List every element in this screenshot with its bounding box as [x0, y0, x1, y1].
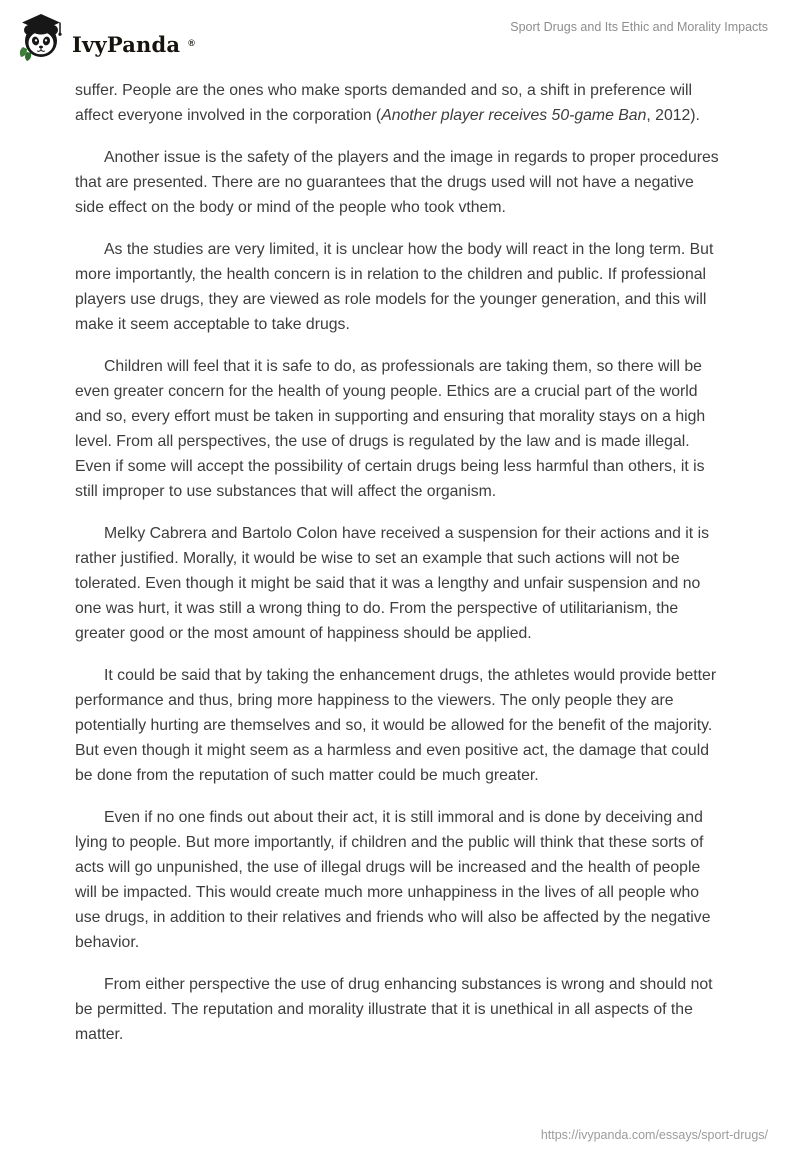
- article-body: [0, 64, 800, 1047]
- document-title: Sport Drugs and Its Ethic and Morality Impacts: [510, 20, 768, 34]
- brand[interactable]: [16, 12, 195, 67]
- paragraph: [75, 237, 725, 337]
- paragraph: [75, 78, 725, 128]
- paragraph: [75, 521, 725, 646]
- page-header: [0, 0, 800, 64]
- paragraph-text: suffer. People are the ones who make sports demanded and so, a shift in preference will affect everyone involved in the corporation (: [75, 82, 693, 124]
- ivypanda-logo-icon: [16, 12, 64, 67]
- paragraph: [75, 145, 725, 220]
- source-url-link[interactable]: https://ivypanda.com/essays/sport-drugs/: [540, 1128, 768, 1142]
- paragraph-text: Another issue is the safety of the players and the image in regards to proper procedures that are presented. There are no guarantees that the drugs used will not have a negative side effect on the body or mind of the people who took vthem.: [75, 149, 719, 216]
- paragraph-text: , 2012).: [646, 107, 700, 124]
- paragraph: [75, 354, 725, 504]
- paragraph-text: It could be said that by taking the enhancement drugs, the athletes would provide better performance and thus, bring more happiness to the viewers. The only people they are potentially hurting are themselves and so, it would be allowed for the benefit of the majority. But even though it might seem as a harmless and even positive act, the damage that could be done from the reputation of such matter could be much greater.: [75, 667, 717, 784]
- brand-name: IvyPanda: [72, 32, 181, 57]
- paragraph: [75, 805, 725, 955]
- registered-trademark-symbol: ®: [188, 37, 195, 48]
- paragraph: [75, 663, 725, 788]
- paragraph-text: From either perspective the use of drug enhancing substances is wrong and should not be permitted. The reputation and morality illustrate that it is unethical in all aspects of the matter.: [75, 976, 713, 1043]
- paragraph-text: As the studies are very limited, it is unclear how the body will react in the long term. But more importantly, the health concern is in relation to the children and public. If professional players use drugs, they are viewed as role models for the younger generation, and this will make it seem acceptable to take drugs.: [75, 241, 714, 333]
- citation-italic-text: Another player receives 50-game Ban: [381, 107, 647, 124]
- paragraph-text: Children will feel that it is safe to do, as professionals are taking them, so there will be even greater concern for the health of young people. Ethics are a crucial part of the world and so, every effort must be taken in supporting and ensuring that morality stays on a high level. From all perspectives, the use of drugs is regulated by the law and is made illegal. Even if some will accept the possibility of certain drugs being less harmful than others, it is still improper to use substances that will affect the organism.: [75, 358, 706, 500]
- paragraph: [75, 972, 725, 1047]
- paragraph-text: Even if no one finds out about their act, it is still immoral and is done by deceiving and lying to people. But more importantly, if children and the public will think that these sorts of acts will go unpunished, the use of illegal drugs will be increased and the health of people will be impacted. This would create much more unhappiness in the lives of all people who use drugs, in addition to their relatives and friends who will also be affected by the negative behavior.: [75, 809, 711, 951]
- paragraph-text: Melky Cabrera and Bartolo Colon have received a suspension for their actions and it is rather justified. Morally, it would be wise to set an example that such actions will not be tolerated. Even though it might be said that it was a lengthy and unfair suspension and no one was hurt, it was still a wrong thing to do. From the perspective of utilitarianism, the greater good or the most amount of happiness should be applied.: [75, 525, 709, 642]
- page-footer: [541, 1126, 768, 1144]
